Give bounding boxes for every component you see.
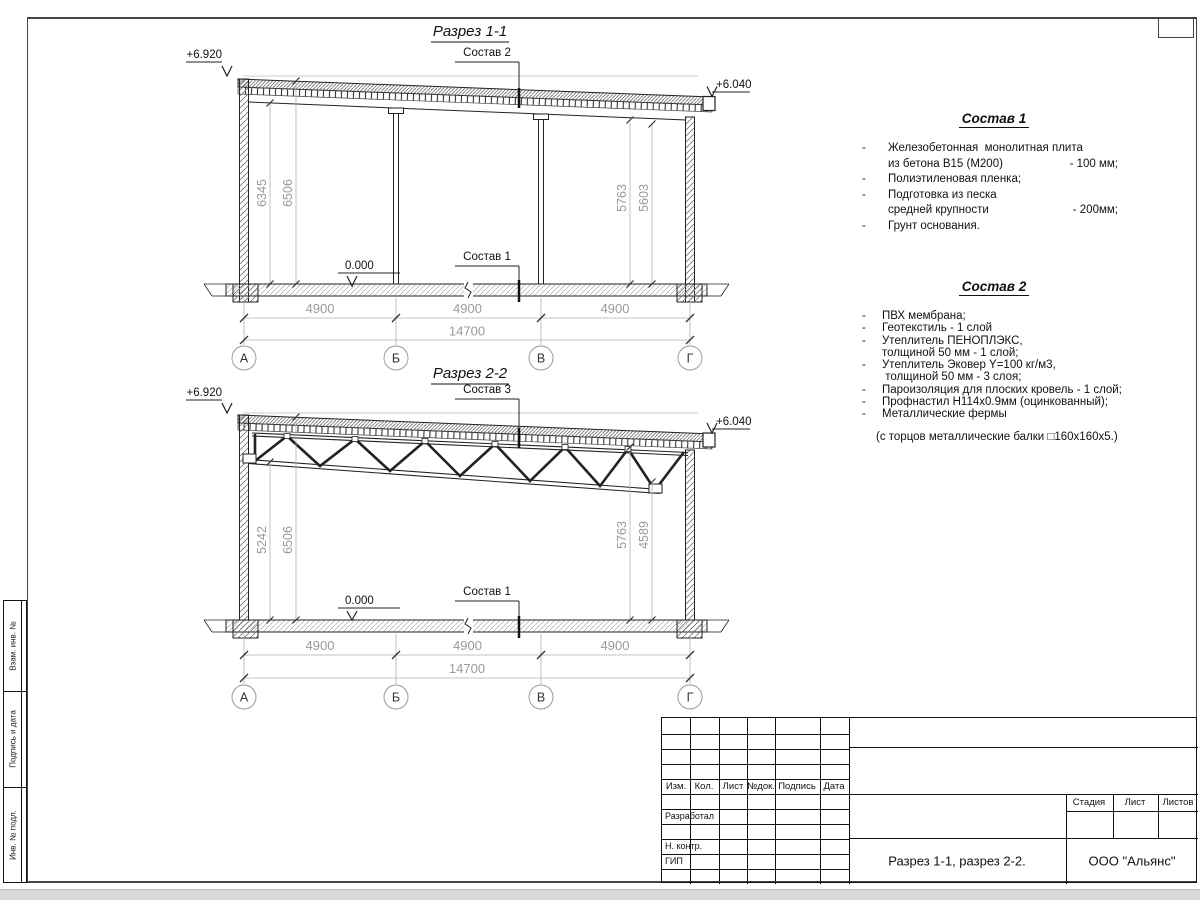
composition-2-list xyxy=(848,278,1140,443)
s1-elev-right: +6.040 xyxy=(716,79,752,91)
s2-dim-left-outer: 6506 xyxy=(281,526,295,554)
s2-right-wall xyxy=(686,450,695,620)
s2-left-wall xyxy=(240,415,249,620)
tb-col-date: Дата xyxy=(823,781,845,792)
s1-zero-level: 0.000 xyxy=(345,260,374,272)
list-item: - Металлические фермы xyxy=(862,408,1007,421)
s2-elev-right: +6.040 xyxy=(716,416,752,428)
list-item: - Грунт основания. xyxy=(862,219,980,232)
stamp-cell-vzam: Взам. инв. № xyxy=(8,621,17,671)
tb-sheets-header: Листов xyxy=(1162,797,1194,808)
s1-elev-left: +6.920 xyxy=(186,49,222,61)
tb-row-ncontrol: Н. контр. xyxy=(665,841,703,851)
section2-title: Разрез 2-2 xyxy=(432,365,508,382)
tb-row-developed: Разработал xyxy=(665,811,714,821)
section2-drawing xyxy=(186,365,752,709)
s1-dim-left-outer: 6506 xyxy=(281,179,295,207)
list-item: средней крупности - 200мм; xyxy=(888,204,1118,217)
tb-company: ООО "Альянс" xyxy=(1088,853,1176,869)
composition-1-list xyxy=(848,110,1140,236)
s2-dim-right-outer: 4589 xyxy=(637,521,651,549)
stamp-cell-inv: Инв. № подл. xyxy=(8,809,17,860)
stamp-cell-podpis: Подпись и дата xyxy=(8,710,17,768)
tb-col-list: Лист xyxy=(722,781,744,792)
s1-total: 14700 xyxy=(448,323,486,339)
tb-col-doc: №док. xyxy=(747,781,775,792)
tb-sheet-header: Лист xyxy=(1124,797,1146,808)
s1-span1: 4900 xyxy=(305,301,335,316)
list-item: - ПВХ мембрана; xyxy=(862,310,966,322)
tb-col-kol: Кол. xyxy=(694,781,714,792)
s2-axis2: Б xyxy=(391,690,401,705)
s2-span1: 4900 xyxy=(305,638,335,653)
list-item: - Утеплитель ПЕНОПЛЭКС, xyxy=(862,334,1023,347)
s2-span2: 4900 xyxy=(453,638,482,653)
s1-span3: 4900 xyxy=(600,301,630,316)
list-item: толщиной 50 мм - 1 слой; xyxy=(882,346,1019,359)
s1-dim-right-outer: 5603 xyxy=(637,184,651,212)
s1-axis3: В xyxy=(536,351,546,366)
s1-span2: 4900 xyxy=(453,301,482,316)
composition-1-title: Состав 1 xyxy=(848,110,1140,128)
tb-row-gip: ГИП xyxy=(665,856,683,866)
s2-floor-label: Состав 1 xyxy=(463,586,511,598)
list-item: - Пароизоляция для плоских кровель - 1 слой; xyxy=(862,383,1122,396)
list-item: - Полиэтиленовая пленка; xyxy=(862,173,1022,186)
tb-doc-title: Разрез 1-1, разрез 2-2. xyxy=(888,853,1026,869)
s2-dim-right-inner: 5763 xyxy=(615,521,629,549)
s1-left-wall xyxy=(240,79,249,302)
s1-dim-left-inner: 6345 xyxy=(255,179,269,207)
s2-dim-left-inner: 5242 xyxy=(255,526,269,554)
section1-title: Разрез 1-1 xyxy=(432,23,508,40)
s2-roof-label: Состав 3 xyxy=(463,384,511,396)
composition-2-title: Состав 2 xyxy=(848,278,1140,296)
tb-col-izm: Изм. xyxy=(665,781,687,792)
s2-span3: 4900 xyxy=(600,638,630,653)
s2-zero-level: 0.000 xyxy=(345,595,374,607)
list-item: - Утеплитель Эковер Y=100 кг/м3, xyxy=(862,359,1056,372)
composition-2-note: (с торцов металлические балки □160х160х5.) xyxy=(876,430,1118,443)
s2-axis1: А xyxy=(239,690,249,705)
side-stamp xyxy=(3,600,27,883)
list-item: - Железобетонная монолитная плита xyxy=(862,142,1083,154)
s1-floor-label: Состав 1 xyxy=(463,251,511,263)
tb-col-sign: Подпись xyxy=(778,781,816,792)
s1-roof-label: Состав 2 xyxy=(463,47,511,59)
s1-dim-right-inner: 5763 xyxy=(615,184,629,212)
section1-drawing xyxy=(186,23,752,370)
s1-axis4: Г xyxy=(686,351,694,366)
s1-axis2: Б xyxy=(391,351,401,366)
page-bottom-edge xyxy=(0,889,1200,900)
list-item: из бетона В15 (М200) - 100 мм; xyxy=(888,157,1118,170)
list-item: - Подготовка из песка xyxy=(862,188,997,201)
s1-axis1: А xyxy=(239,351,249,366)
title-block xyxy=(661,717,1197,883)
s1-right-wall xyxy=(686,117,695,302)
tb-stage-header: Стадия xyxy=(1072,797,1106,808)
list-item: - Профнастил Н114х0.9мм (оцинкованный); xyxy=(862,396,1108,409)
list-item: толщиной 50 мм - 3 слоя; xyxy=(882,371,1022,384)
s2-axis4: Г xyxy=(686,690,694,705)
list-item: - Геотекстиль - 1 слой xyxy=(862,322,993,335)
s2-elev-left: +6.920 xyxy=(186,387,222,399)
s2-axis3: В xyxy=(536,690,546,705)
s2-total: 14700 xyxy=(448,661,486,676)
